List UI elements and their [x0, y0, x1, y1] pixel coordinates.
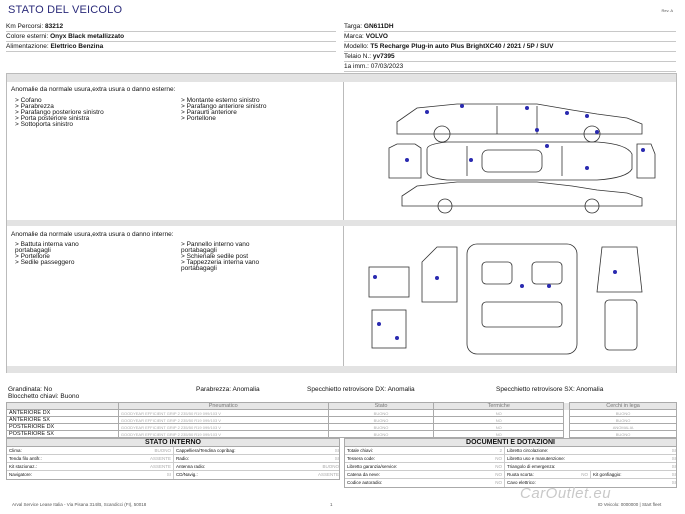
field-label: Targa: — [344, 23, 363, 30]
divider — [343, 82, 344, 220]
interior-col-1 — [15, 242, 79, 266]
field-value: 2 — [499, 448, 502, 453]
table-row — [7, 410, 677, 417]
column-header: Pneumatico — [118, 403, 328, 410]
panel-row — [345, 455, 676, 463]
hail-status: Grandinata: No — [8, 386, 53, 393]
field-label: 1a imm.: — [344, 63, 369, 70]
field-value: NO — [581, 472, 588, 477]
field-label: Triangolo di emergenza: — [507, 464, 556, 469]
section-band — [7, 74, 676, 82]
header-row — [344, 62, 676, 72]
tyre-position: POSTERIORE SX — [7, 431, 119, 438]
windshield-status: Parabrezza: Anomalia — [196, 386, 260, 393]
field-value: SI — [671, 456, 676, 461]
panel-row — [345, 471, 676, 479]
page-title: STATO DEL VEICOLO — [8, 4, 123, 16]
tyre-winter: NO — [434, 417, 564, 424]
list-item: > Portellone — [15, 253, 50, 260]
list-item: portabagagli — [181, 247, 217, 254]
field-value: SI — [671, 464, 676, 469]
interior-state-panel — [6, 438, 340, 480]
header-row — [6, 22, 336, 32]
trunk-panel-outline — [369, 267, 409, 297]
panel-row — [7, 471, 339, 479]
field-value: BUONO — [154, 448, 171, 453]
header-row — [6, 42, 336, 52]
mirror-left-status: Specchietto retrovisore SX: Anomalia — [496, 386, 604, 393]
list-item: > Schienale sedile post — [181, 253, 249, 260]
field-label: Km Percorsi: — [6, 23, 44, 30]
field-label: Cappelliera/Tendina copribag: — [176, 448, 236, 453]
column-header: Termiche — [434, 403, 564, 410]
field-label: Colore esterni: — [6, 33, 49, 40]
panel-row — [7, 447, 339, 455]
list-item: > Pannello interno vano — [181, 241, 250, 248]
field-label: Libretto garanzia/service: — [347, 464, 398, 469]
list-item: > Portellone — [181, 115, 216, 122]
interior-car-diagram — [367, 242, 657, 362]
header-row — [6, 32, 336, 42]
brand-value: VOLVO — [365, 33, 388, 40]
tyre-model: GOODYEAR EFFICIENT GRIP 2 235/50 R19 099/103 V — [118, 424, 328, 431]
list-item: > Parafango anteriore sinistro — [181, 103, 267, 110]
list-item: portabagagli — [15, 247, 51, 254]
car-side-left-outline — [397, 104, 642, 134]
footer-page-number: 1 — [330, 502, 333, 507]
tyre-position: ANTERIORE DX — [7, 410, 119, 417]
car-front-outline — [389, 144, 421, 178]
field-value: NO — [495, 464, 502, 469]
rim-state: BUONO — [570, 431, 677, 438]
fuel-value: Elettrico Benzina — [50, 43, 104, 50]
column-header: Stato — [328, 403, 434, 410]
divider — [343, 226, 344, 366]
field-value: SI — [334, 456, 339, 461]
field-label: Libretto uso e manutenzione: — [507, 456, 566, 461]
field-label: Clima: — [9, 448, 22, 453]
header-row — [344, 42, 676, 52]
panel-row — [345, 447, 676, 455]
field-label: Marca: — [344, 33, 364, 40]
documents-panel — [344, 438, 677, 488]
exterior-col-2 — [181, 98, 266, 122]
list-item: > Sottoporta sinistro — [15, 121, 73, 128]
car-rear-outline — [637, 144, 655, 178]
cabin-top-outline — [467, 244, 577, 354]
field-value: NO — [495, 472, 502, 477]
car-top-outline — [427, 142, 632, 180]
field-value: SI — [334, 448, 339, 453]
tyre-position: ANTERIORE SX — [7, 417, 119, 424]
field-value: ASSENTE — [149, 456, 171, 461]
mirror-right-status: Specchietto retrovisore DX: Anomalia — [307, 386, 415, 393]
field-value: SI — [166, 472, 171, 477]
panel-row — [7, 455, 339, 463]
tyres-table — [6, 402, 677, 438]
color-value: Onyx Black metallizzato — [50, 33, 125, 40]
field-label: CD/Navig.: — [176, 472, 198, 477]
column-header — [7, 403, 119, 410]
field-label: Ruota scorta: — [507, 472, 534, 477]
field-value: ASSENTE — [317, 472, 339, 477]
list-item: > Parabrezza — [15, 103, 54, 110]
damage-report-box — [6, 73, 677, 373]
column-header: Cerchi in lega — [570, 403, 677, 410]
tyre-model: GOODYEAR EFFICIENT GRIP 2 235/50 R19 099/103 V — [118, 417, 328, 424]
panel-row — [7, 463, 339, 471]
field-value: SI — [671, 472, 676, 477]
field-label: Modello: — [344, 43, 369, 50]
tyre-position: POSTERIORE DX — [7, 424, 119, 431]
km-value: 83212 — [45, 23, 64, 30]
field-value: NO — [495, 456, 502, 461]
field-label: Kit gonfiaggio: — [593, 472, 622, 477]
registration-date-value: 07/03/2023 — [370, 63, 404, 70]
tyre-state: BUONO — [328, 424, 434, 431]
plate-value: GN611DH — [363, 23, 394, 30]
field-value: SI — [671, 480, 676, 485]
list-item: portabagagli — [181, 265, 217, 272]
vin-value: yv7395 — [372, 53, 395, 60]
field-label: Tessera code: — [347, 456, 376, 461]
field-label: Libretto circolazione: — [507, 448, 549, 453]
interior-col-2 — [181, 242, 259, 272]
field-value: NO — [495, 480, 502, 485]
header-row — [344, 52, 676, 62]
list-item: > Paraurti anteriore — [181, 109, 237, 116]
list-item: > Sedile passeggero — [15, 259, 75, 266]
tyres-header-row — [7, 403, 677, 410]
interior-damage-title: Anomalie da normale usura,extra usura o danno interne: — [11, 231, 174, 238]
field-label: Telaio N.: — [344, 53, 372, 60]
field-label: Radio: — [176, 456, 190, 461]
field-value: ASSENTE — [149, 464, 171, 469]
field-label: Catena da neve: — [347, 472, 381, 477]
field-label: Tenda filo antifr.: — [9, 456, 42, 461]
field-value: BUONO — [322, 464, 339, 469]
exterior-car-diagram — [387, 94, 657, 214]
field-label: Totale chiavi: — [347, 448, 374, 453]
field-label: Alimentazione: — [6, 43, 49, 50]
header-right — [344, 22, 676, 72]
rim-state: BUONO — [570, 410, 677, 417]
panel-row — [345, 479, 676, 487]
rim-state: BUONO — [570, 417, 677, 424]
tyre-state: BUONO — [328, 410, 434, 417]
exterior-damage-title: Anomalie da normale usura,extra usura o danno esterne: — [11, 86, 176, 93]
section-band — [7, 220, 676, 226]
door-panel-outline — [422, 247, 457, 302]
field-label: Antenna radio: — [176, 464, 206, 469]
panel-row — [345, 463, 676, 471]
field-value: SI — [671, 448, 676, 453]
field-label: Cavo elettrico: — [507, 480, 536, 485]
tyre-winter: NO — [434, 410, 564, 417]
tyre-model: GOODYEAR EFFICIENT GRIP 2 235/50 R19 099/103 V — [118, 431, 328, 438]
tyre-state: BUONO — [328, 431, 434, 438]
section-band — [7, 366, 676, 373]
table-row — [7, 431, 677, 438]
dashboard-outline — [597, 247, 642, 292]
exterior-col-1 — [15, 98, 104, 128]
table-row — [7, 417, 677, 424]
summary-left — [8, 386, 79, 400]
list-item: > Parafango posteriore sinistro — [15, 109, 104, 116]
field-label: Codice autoradio: — [347, 480, 383, 485]
table-row — [7, 424, 677, 431]
field-label: Navigatore: — [9, 472, 33, 477]
footer-vehicle-id: ID Veicolo: 0000000 | Start fleet — [598, 502, 662, 507]
list-item: > Tappezzeria interna vano — [181, 259, 260, 266]
panel-title: STATO INTERNO — [7, 439, 339, 447]
list-item: > Porta posteriore sinistra — [15, 115, 90, 122]
header-left — [6, 22, 336, 52]
list-item: > Battuta interna vano — [15, 241, 79, 248]
model-value: T5 Recharge Plug-in auto Plus BrightXC40 / 2021 / 5P / SUV — [370, 43, 554, 50]
list-item: > Montante esterno sinistro — [181, 97, 260, 104]
header-row — [344, 32, 676, 42]
tyre-model: GOODYEAR EFFICIENT GRIP 2 235/50 R19 099/103 V — [118, 410, 328, 417]
tyre-winter: NO — [434, 424, 564, 431]
panel-title: DOCUMENTI E DOTAZIONI — [345, 439, 676, 447]
car-side-right-outline — [402, 182, 642, 206]
tyre-state: BUONO — [328, 417, 434, 424]
watermark-logo: CarOutlet.eu — [520, 485, 612, 502]
footer-company: Arval Service Lease Italia - Via Pisana 314/B, Scandicci (FI), 50018 — [12, 502, 147, 507]
field-label: Kit stazionaz.: — [9, 464, 38, 469]
list-item: > Cofano — [15, 97, 42, 104]
key-lock-status: Blocchetto chiavi: Buono — [8, 393, 80, 400]
rim-state: ANOMALIA — [570, 424, 677, 431]
header-row — [344, 22, 676, 32]
revision-label: Rev. A — [661, 8, 673, 13]
tyre-winter: NO — [434, 431, 564, 438]
